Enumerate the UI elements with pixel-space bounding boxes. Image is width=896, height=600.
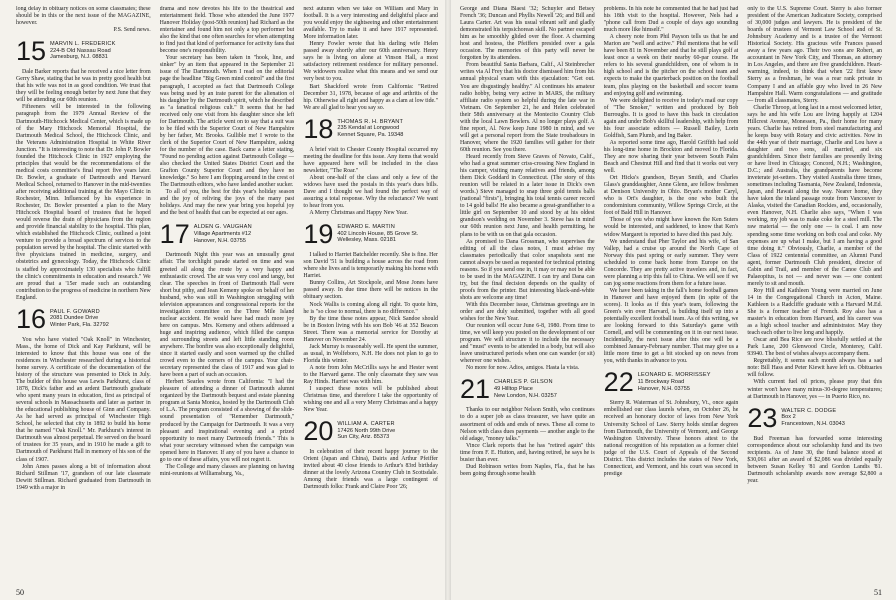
address-line: New London, N.H. 03257 xyxy=(494,392,557,399)
address-line: Jamesburg, N.J. 08831 xyxy=(50,54,108,61)
paragraph: Fifteeners will be interested in the following paragraph from the 1979 Annual Review of the Dartmouth-Hitchcock Medical Center, which is made up of the Mary Hitchcock Memorial Hospital, the Dartmouth Medical School, the Hitchcock Clinic, and the Veterans Administration Hospital in White River Junction. "It is interesting to note that Dr. John P. Bowler founded the Hitchcock Clinic in 1927 employing the principles that would be the recommendations of the medical costs committee's final report five years later. Dr. Bowler, a graduate of Dartmouth and Harvard Medical School, returned to Hanover in the mid-twenties after receiving additional training at the Mayo Clinic in Rochester, Minn. Influenced by his experience in Rochester, Dr. Bowler presented a plan to the Mary Hitchcock Hospital board of trustees that he hoped would reverse the drain of physicians from the region and provide financial stability to the hospital. This plan, which established the Hitchcock Clinic, outlined a joint venture to provide a broad spectrum of services to the population served by the hospital. The clinic started with five physicians trained in medicine, surgery, and obstetrics and gynecology. Today, the Hitchcock Clinic is staffed by approximately 130 specialists who fulfill the clinic's commitments in education and research." We are proud that a '15er made such an outstanding contribution to the progress of medicine in northern New England. xyxy=(16,104,151,301)
paragraph: Dud Robinson writes from Naples, Fla., that he has been going through some health xyxy=(460,463,595,477)
paragraph: Bunny Collins, Art Stockpole, and Mose Jones have passed away. In due time there will be notices in the obituary section. xyxy=(303,280,439,301)
secretary-address xyxy=(638,370,711,392)
paragraph: Bart Shackford wrote from California: "Retired December 31, 1978, because of age and arthritis of the hip. Otherwise all right and happy as a clam at low tide." We are all glad to hear you say so. xyxy=(303,83,439,111)
right-columns xyxy=(460,6,882,584)
secretary-name: THOMAS R. H. BRYANT xyxy=(337,118,404,125)
paragraph: About one-half of the class and only a few of the widows have used the postals in this year's dues bills. Dave and I thought we had found the perfect way of assuring a total response. Why the reluctance? We want to hear from you. xyxy=(303,174,439,210)
class-heading-23 xyxy=(747,402,882,433)
class-heading-21 xyxy=(460,374,595,405)
address-line: Winter Park, Fla. 32792 xyxy=(50,321,109,328)
paragraph: In celebration of their recent happy journey to the Orient (Japan and China), Dairis and Arthur Pfeiffer invited about 40 close friends to Arthur's 83rd birthday dinner at the lovely Arizona Country Club in Scottsdale. Among their friends was a large contingent of Dartmouth folks: Frank and Claire Poor '26; xyxy=(303,449,439,491)
secretary-name: MARVIN L. FREDERICK xyxy=(50,41,116,48)
paragraph: Those of you who might have known the Ken Suters would be interested, and saddened, to know that Ken's widow Margaret is reported to have died this past July. xyxy=(603,217,739,238)
paragraph: Thanks to our neighbor Nelson Smith, who continues to do a super job as class treasurer, we have quite an assortment of odds and ends of news. These all come to Nelson with class dues payments — another angle to the old adage, "money talks." xyxy=(460,407,595,442)
paragraph: Herbert Searles wrote from California: "I had the pleasure of attending a dinner of Dartmouth alumni organized by the Dartmouth bequest and estate planning program at Santa Monica, hosted by the Dartmouth Club of L.A. The program consisted of a showing of the slide-sound presentation of "Remember Dartmouth," produced by the Campaign for Dartmouth. It was a very pleasant and inspirational evening and a prized opportunity to meet many Dartmouth friends." This is what your secretary witnessed when the campaign was opened here in Hanover. If any of you have a chance to go to one of these affairs, you will not regret it. xyxy=(159,379,295,463)
paragraph: We have been taking in the fall's home football games in Hanover and have enjoyed them (in spite of the scores). It looks as if this year's team, following the Green's win over Harvard, is building itself up into a potentially excellent football team. As of this writing, we are looking forward to this Saturday's game with Cornell, and will be commenting on it in our next issue. Incidentally, the next issue after this one will be a combined January-February number. That may give us a little more time to get a bit stocked up on news from you, with thanks in advance to you. xyxy=(603,287,739,365)
right-page xyxy=(448,0,896,600)
class-heading-16 xyxy=(16,303,151,334)
signoff: P.S. Send news. xyxy=(113,27,151,34)
secretary-name: ALDEN G. VAUGHAN xyxy=(193,224,252,231)
paragraph: Henry Fowler wrote that his darling wife Helen passed away shortly after our 60th anniversary. Henry says he is living on alone at Vinson Hall, a most satisfactory retirement residence for military personnel. We widowers realize what this means and we send our very best to you. xyxy=(303,41,439,83)
class-number: 15 xyxy=(16,36,47,67)
paragraph: Nock Wallis is coming along all right. To quote him, he is "so close to normal, there is no difference." xyxy=(303,301,439,315)
class-number: 22 xyxy=(603,367,634,398)
paragraph: Our reunion will occur June 6-8, 1980. From time to time, we will keep you posted on the development of our program. We will structure it to include the necessary and "must" events to be attended in a body, but will also leave unstructured periods when one can wander (or sit) wherever one wishes. xyxy=(460,323,595,365)
paragraph: From beautiful Santa Barbara, Calif., Al Steinbrecher writes via Al Frey that his doctor dismissed him from his annual physical exam with this ejaculation: "Get out. You are disgustingly healthy." Al continues his amateur radio hobby, being very active in MARS, the military affiliate radio system so helpful during the late war in Vietnam. On September 21, he and Helen celebrated their 58th anniversary at the Montecito Country Club with the local Lawn Bowlers. Al no longer plays golf. A fine report, Al. Now keep June 1980 in mind, and we will get a personal report from the State troubadours in Hanover, where the 1920 families will gather for their 60th reunion. See you there. xyxy=(460,62,595,153)
paragraph: With current fuel oil prices, please pray that this winter won't have many minus-30-degree temperatures; at Dartmouth in Hanover, yes — in Puerto Rico, no. xyxy=(747,379,883,400)
address-line: 49 Hilltop Place xyxy=(494,386,533,393)
paragraph: We understand that Pher Taylor and his wife, of San Vallep, had a cruise up around the North Cape of Norway this past spring or early summer. They were scheduled to come back home from Europe on the Concorde. They are pretty active travelers and, in fact, were planning a trip this fall to China. We will see if we can jog some reactions from them for a future issue. xyxy=(603,238,739,287)
class-number: 21 xyxy=(460,374,491,405)
secretary-address xyxy=(194,222,252,244)
secretary-address xyxy=(337,419,395,441)
paragraph: Sterry R. Waterman of St. Johnsbury, Vt., once again embellished our class laurels when, on October 26, he received an honorary doctor of laws from New York University School of Law. Sterry holds similar degrees from Dartmouth, the University of Vermont, and George Washington University. These honors attest to the national recognition of his reputation as a former chief judge of the U.S. Court of Appeals of the Second District. This district includes the states of New York, Connecticut, and Vermont, and his court was second in prestige xyxy=(603,400,739,477)
paragraph: To all of you, the best for this year's holiday season and the joy of reliving the joys of the many past holidays. And may the new year bring you hopeful joy and the best of health that can be expected at our ages. xyxy=(159,189,295,217)
address-line: Hanover, N.H. 03755 xyxy=(637,385,690,392)
paragraph: Dale Barker reports that he received a nice letter from Gerry Shaw, stating that he was in pretty good health but that his wife was not in as good condition. We trust that they will be feeling enough better by next June that they will be attending our 60th reunion. xyxy=(16,69,151,104)
paragraph: We were delighted to receive in today's mail our copy of "The Smoker," written and produced by Bob Burroughs. It is good to have this back in circulation again and under Bob's skillful leadership, with help from his four associate editors — Russell Bailey, Lorin Goldfish, Sam Plumb, and Ing Baker. xyxy=(603,97,739,139)
secretary-address xyxy=(50,39,116,61)
paragraph: Oscar and Bea Rice are now blissfully settled at the Park Lane, 200 Glenwood Circle, Monterey, Calif. 93940. The best of wishes always accompany them. xyxy=(747,337,883,358)
secretary-name: WILLIAM A. CARTER xyxy=(337,421,395,428)
paragraph: As promised to Dana Grossman, who supervises the editing of all the class notes, I must advise my classmates periodically that color snapshots sent me cannot always be used as requested for technical printing reasons. So if you send one in, it may or may not be able to be used in the MAGAZINE. I can try and Dana can try, but the final decision depends on the quality of proofs from the printer. But interesting black-and-white shots are welcome any time! xyxy=(460,238,595,301)
paragraph: A brief visit to Chester County Hospital occurred my meeting the deadline for this issue. Any items that would have appeared here will be included in the class newsletter, "The Roar." xyxy=(303,146,439,174)
paragraph: only to the U.S. Supreme Court. Sterry is also former president of the American Judicature Society, comprised of 30,000 judges and lawyers. He is president of the boards of trustees of Vermont Law School and of St. Johnsbury Academy and is a trustee of the Vermont Historical Society. His gracious wife Frances passed away a few years ago. Their two sons are Robert, an accountant in New York City, and Thomas, an attorney in Los Angeles, and there are five grandchildren. Heart-warming, indeed, to think that when '22 first knew Sterry as a freshman, he was a rear rank private in Company I and an affable guy who lived in 26 New Hampshire Hall. Warm congratulations — and gratitude — from all classmates, Sterry. xyxy=(747,6,883,104)
paragraph: Bud Freeman has forwarded some interesting correspondence about our scholarship fund and its two recipients. As of June 30, the fund balance stood at $30,061 after an award of $2,086 was divided equally between Susan Kelley '81 and Gordon Landis '81. Dartmouth scholarship awards now average $2,800 a year. xyxy=(747,435,883,484)
paragraph: A cheery note from Phil Payson tells us that he and Marion are "well and active." Phil mentions that he will have been 81 in November and that he still plays golf at least once a week on their nearby 60-par course. He refers to his several grandchildren, one of whom is in high school and is the pitcher on the school team and expects to make the quarterback position on the football team, plus playing on the basketball and soccer teams and enjoying golf and swimming. xyxy=(603,34,739,97)
paragraph: Regrettably, it seems each month always has a sad note: Bill Hass and Peter Kiewit have left us. Obituaries will follow. xyxy=(747,358,883,379)
secretary-address xyxy=(494,377,557,399)
paragraph: George and Diana Blaesi '32; Schuyler and Betsey French '36; Duncan and Phyllis Newell '26; and Bill and Laura Carter. Art was his usual vibrant self and gladly demonstrated his terpsichorean skill. No partner escaped him as he smoothly glided over the floor. A charming host and hostess, the Pfeiffers presided over a gala occasion. The memories of this party will never be forgotten by its attendees. xyxy=(460,6,595,62)
secretary-name: WALTER C. DODGE xyxy=(781,407,837,414)
paragraph: A Merry Christmas and Happy New Year. xyxy=(309,210,408,217)
paragraph: long delay in obituary notices on some classmates; these should be in this or the next issue of the MAGAZINE, however. xyxy=(16,6,151,27)
left-columns xyxy=(16,6,438,584)
left-col-2 xyxy=(160,6,295,584)
address-line: 224-B Old Nassau Road xyxy=(50,47,111,54)
paragraph: Dartmouth Night this year was an unusually great affair. The torchlight parade started on time and was greeted all along the route by a very happy and enthusiastic crowd. The air was very cool and tangy, but clear. The speeches in front of Dartmouth Hall were short but pithy, and Jean Kemeny spoke on behalf of her husband, who was still in Washington struggling with television appearances and congressional reports for the investigation committee on the Three Mile Island nuclear accident. He would have had much more joy here on campus. Mrs. Kemeny and others addressed a huge and inspiring audience, which filled the campus and surrounding streets and left little standing room anywhere. The bonfire was also exceptionally delightful, since it started easily and soon warmed up the chilled crowd even to the corners of the campus. Your chair-secretary represented the class of 1917 and was glad to have been a part of such an occasion. xyxy=(159,252,295,379)
class-number: 23 xyxy=(747,402,778,433)
paragraph: problems. In his note he commented that he had just had his 18th visit to the hospital. However, Nels had a "phone call from Dud a couple of days ago sounding much more like himself." xyxy=(603,6,739,34)
paragraph: Your secretary has been taken in "hook, line, and sinker" by an item that appeared in the September 21 issue of The Dartmouth. When I read on the editorial page the headline "Big Green mind control" and the first paragraph, I accepted as fact that Dartmouth College was being used by an irate parent for the alienation of his daughter by the Dartmouth spirit, which he described as "a fanatical religious cult." It seems that he had received only one visit from his daughter since she left for Dartmouth. The article went on to say that a suit was to be filed with the Superior Court of New Hampshire by her father, Mr. Brooks. Gullible me! I wrote to the clerk of the Superior Court of New Hampshire, asking for the number of the case. Back came a letter stating, "Found no pending action against Dartmouth College — also checked the United States District Court and the Grafton County Superior Court and they have no knowledge." So here I am flopping around in the crest of The Dartmouth editors, who have landed another sucker. xyxy=(159,55,295,189)
class-heading-17 xyxy=(159,219,295,250)
secretary-address xyxy=(781,406,844,428)
address-line: Francestown, N.H. 03043 xyxy=(781,420,845,427)
class-number: 20 xyxy=(303,416,334,447)
secretary-name: PAUL F. GOWARD xyxy=(50,308,100,315)
page-number: 50 xyxy=(16,588,24,597)
paragraph: drama and now devotes his life to the theatrical and entertainment field. Those who attended the June 1977 Hanover Holiday (post-50th reunion) had Richard as the entertainer and found him not only a top performer but also the kind that one often searches for when attempting to find just that kind of performance for activity fans that become one's responsibility. xyxy=(159,6,295,55)
address-line: 17426 North 99th Drive xyxy=(337,427,396,434)
paragraph: I talked to Harriet Batchelder recently. She is fine. Her son David '51 is building a house across the road from where she lives and is temporarily making his home with Harriet. xyxy=(303,252,439,280)
paragraph: next autumn when we take on William and Mary in football. It is a very interesting and delightful place and you would enjoy the sightseeing and other entertainment available. Try to make it and have 1917 represented. More information later. xyxy=(303,6,439,41)
binding-gutter xyxy=(445,0,451,600)
secretary-name: EDWARD E. MARTIN xyxy=(337,224,395,231)
paragraph: You who have visited "Oak Knoll" in Winchester, Mass., the home of Dick and Kay Parkhurst, will be interested to know that this house was one of the residences in Winchester researched during a historical home survey. A certificate of the documentation of the history of the structure was presented to Dick in July. The builder of this house was Lewis Parkhurst, class of 1878, Dick's father and an ardent Dartmouth graduate who spent many years in education, first as principal of several schools in Massachusetts and later as partner in the educational publishing house of Ginn and Company. As he had served as principal of Winchester High School, he selected that city in 1892 to build his home that he named "Oak Knoll." Mr. Parkhurst's interest in Dartmouth was almost perpetual. He served on the board of trustees for 35 years, and in 1910 he made a gift to Dartmouth of Parkhurst Hall in memory of his son of the class of 1907. xyxy=(16,336,151,463)
secretary-name: LEONARD E. MORRISSEY xyxy=(637,372,711,379)
secretary-address xyxy=(50,307,109,329)
address-line: 235 Kendal at Longwood xyxy=(337,125,400,132)
class-number: 18 xyxy=(303,113,334,144)
class-heading-15 xyxy=(16,36,151,67)
right-col-2 xyxy=(604,6,739,584)
paragraph: John Ames passes along a bit of information about Richard Stillman '17, grandson of our late classmate Dewitt Stillman. Richard graduated from Dartmouth in 1949 with a major in xyxy=(16,463,151,491)
address-line: 402 Lincoln House, 85 Grove St. xyxy=(337,230,419,237)
address-line: Hanover, N.H. 03755 xyxy=(193,237,246,244)
secretary-address xyxy=(337,117,403,139)
page-number: 51 xyxy=(874,588,882,597)
paragraph: Roy Hill and Kathleen Young were married on June 14 in the Congregational Church in Acton, Maine. Kathleen is a Radcliffe graduate with a Harvard M.Ed. She is a former teacher of French. Roy also has a master's in education from Harvard, and his career was as a high school teacher and administrator. May they teach each other to live long and happily. xyxy=(747,287,883,337)
address-line: Kennet Square, Pa. 19348 xyxy=(337,131,404,138)
paragraph: By the time these notes appear, Nick Sandoe should be in Boston living with his son Bob '46 at 352 Beacon Street. There was a memorial service for Dorothy at Hanover on November 24. xyxy=(303,315,439,343)
secretary-name: CHARLES P. GILSON xyxy=(494,379,553,386)
class-number: 16 xyxy=(16,303,47,334)
address-line: 11 Brockway Road xyxy=(637,378,685,385)
right-col-1 xyxy=(460,6,595,584)
address-line: Wellesley, Mass. 02181 xyxy=(337,237,396,244)
class-number: 19 xyxy=(303,219,334,250)
address-line: Box 2 xyxy=(781,414,796,421)
paragraph: I suspect these notes will be published about Christmas time, and therefore I take the opportunity of wishing one and all a very Merry Christmas and a happy New Year. xyxy=(303,386,439,414)
class-heading-20 xyxy=(303,416,438,447)
address-line: Village Apartments #12 xyxy=(193,231,252,237)
paragraph: Jack Murray is reasonably well. He spent the summer, as usual, in Wolfeboro, N.H. He does not plan to go to Florida this winter. xyxy=(303,343,439,364)
right-col-3 xyxy=(747,6,882,584)
address-line: Sun City, Ariz. 85373 xyxy=(337,434,390,441)
paragraph: Heard recently from Steve Graves of Novato, Calif., who had a great summer criss-crossing New England in his camper, visiting many relatives and friends, among them Dick Goddard in Connecticut. (The story of this reunion will be related in a later issue in Dick's own words.) Steve managed to snap three gold tennis balls (national "firsts"), bringing his total tennis career record to 14 gold balls! He also became a great-grandfather to a little girl on September 10 and stood by at his oldest grandson's wedding on November 3. Steve has in mind our 60th reunion next June, and health permitting, he plans to be with us on that gala occasion. xyxy=(460,153,595,238)
secretary-address xyxy=(337,222,418,244)
paragraph: Ort Hicks's grandson, Bryan Smith, and Charles Glass's granddaughter, Anne Glenn, are fellow freshmen at Denison University in Ohio. Bryan's mother Caryl, who is Ort's daughter, is the one who built the condominium community, Willow Springs Circle, at the foot of Bald Hill in Hanover. xyxy=(603,175,739,217)
paragraph: The College and many classes are planning on having mini-reunions at Williamsburg, Va., xyxy=(159,463,295,477)
paragraph: With this December issue, Christmas greetings are in order and are duly submitted, together with all good wishes for the New Year. xyxy=(460,301,595,323)
address-line: 2081 Dundee Drive xyxy=(50,315,99,322)
paragraph: A note from John McCrillis says he and Hester went to the Harvard game. The only classmate they saw was Ray Hinds. Harriet was with him. xyxy=(303,364,439,386)
paragraph: As reported some time ago, Harold Griffith had sold his long-time home in Brockton and moved to Florida. They are now sharing their year between South Palm Beach and Chestnut Hill and find that it works out very well. xyxy=(603,139,739,175)
class-heading-19 xyxy=(303,219,438,250)
class-heading-18 xyxy=(303,113,438,144)
paragraph: No more for now. Adios, amigos. Hasta la vista. xyxy=(466,365,580,372)
class-number: 17 xyxy=(159,219,190,250)
left-col-3 xyxy=(303,6,438,584)
paragraph: Vince Clark reports that he has "retired again" this time from F. E. Hutton, and, having retired, he says he is busier than ever. xyxy=(460,442,595,463)
class-heading-22 xyxy=(603,367,739,398)
left-col-1 xyxy=(16,6,151,584)
paragraph: Charlie Throop, at long last in a most welcomed letter, says he and his wife Lou are living happily at 1204 Hillcrest Avenue, Monessen, Pa., their home for many years. Charlie has retired from steel manufacturing and he keeps busy with Rotary and civic activities. Now in the 44th year of their marriage, Charlie and Lou have a daughter and two sons, all married, and six grandchildren. Since their families are presently living or have lived in Chicago; Concord, N.H.; Washington, D.C.; and Australia, the grandparents have become inveterate jet-setters. They visited Australia three times, sometimes including Tasmania, New Zealand, Indonesia, Japan, and Hawaii along the way. Nearer home, they have taken the inland passage route from Vancouver to Alaska, visited the Canadian Rockies, and, occasionally, even Hanover, N.H. Charlie also says, "When I was working, my job was to make coke for a steel mill. The raw material — the only one — is coal. I am now spending some time working on both coal and coke. My expenses are up what I make, but I am having a good time doing it." Obviously, Charlie, a member of the Class of 1922 centennial committee, an Alumni Fund agent, former Dartmouth Club president, director of Cabin and Trail, and member of the Canoe Club and Palaeopitus, is not — and never was — one content merely to sit and mouth. xyxy=(747,104,883,287)
